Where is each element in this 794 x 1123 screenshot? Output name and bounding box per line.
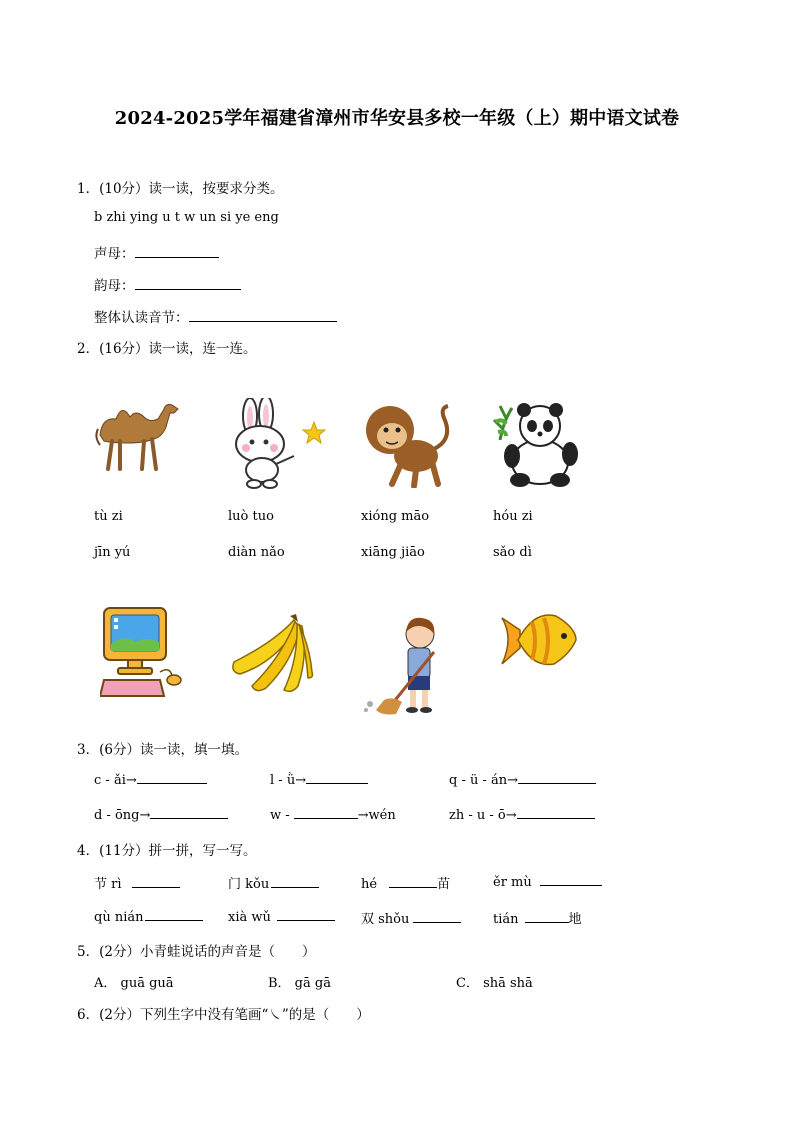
yunmu-label: 韵母： — [94, 278, 135, 294]
q3-wen-prefix: w - — [270, 808, 290, 823]
pinyin-xiongmao: xióng māo — [361, 509, 430, 524]
q3-dong-blank[interactable] — [150, 806, 228, 819]
pinyin-luotuo: luò tuo — [228, 509, 274, 524]
q4-item-shuangshou — [361, 908, 461, 927]
q4-tiandi-blank[interactable] — [525, 910, 569, 923]
q4-hemiao-suffix: 苗 — [437, 877, 451, 892]
q4-tiandi-suffix: 地 — [568, 912, 582, 927]
pinyin-tuzi: tù zi — [94, 509, 123, 524]
q3-lv-blank[interactable] — [306, 771, 368, 784]
question-1-letters: b zhi ying u t w un si ye eng — [94, 210, 279, 225]
q4-item-xiawu — [228, 908, 335, 925]
q3-quan-blank[interactable] — [518, 771, 596, 784]
q3-wen-blank[interactable] — [294, 806, 358, 819]
camel-image — [92, 393, 182, 473]
q4-shuangshou-label: 双 shǒu — [361, 912, 410, 927]
panda-image — [492, 400, 584, 488]
pinyin-xiangjiao: xiāng jiāo — [361, 545, 425, 560]
q3-item-quan — [449, 771, 596, 788]
monkey-image — [362, 400, 454, 488]
question-5-stem: 5．(2分）小青蛙说话的声音是（ ） — [77, 944, 316, 960]
q3-quan-label: q - ü - án→ — [449, 773, 519, 788]
q3-item-cai — [94, 771, 207, 788]
q3-wen-suffix: →wén — [357, 808, 396, 823]
q3-item-wen — [270, 806, 396, 823]
computer-image — [100, 606, 184, 700]
q4-item-menkou — [228, 873, 319, 892]
q3-zhuo-blank[interactable] — [517, 806, 595, 819]
q3-cai-blank[interactable] — [137, 771, 207, 784]
q3-lv-label: l - ǜ→ — [270, 773, 307, 788]
banana-image — [228, 612, 314, 694]
q4-item-jieri — [94, 873, 180, 892]
question-6-stem: 6．(2分）下列生字中没有笔画“㇏”的是（ ） — [77, 1007, 370, 1023]
q4-qunian-label: qù nián — [94, 910, 144, 925]
q4-item-qunian — [94, 908, 203, 925]
q4-jieri-blank[interactable] — [132, 875, 180, 888]
q4-item-ermu — [493, 873, 602, 890]
q3-dong-label: d - ōng→ — [94, 808, 151, 823]
q4-hemiao-blank[interactable] — [389, 875, 437, 888]
question-1-stem: 1．(10分）读一读，按要求分类。 — [77, 181, 284, 197]
fish-image — [498, 608, 578, 672]
q4-ermu-label: ěr mù — [493, 875, 532, 890]
shengmu-blank[interactable] — [135, 245, 219, 258]
rabbit-image — [228, 398, 328, 490]
pinyin-saodi: sǎo dì — [493, 545, 532, 560]
q4-xiawu-blank[interactable] — [277, 908, 335, 921]
question-4-stem: 4．(11分）拼一拼，写一写。 — [77, 843, 257, 859]
q4-hemiao-label: hé — [361, 877, 378, 892]
q4-menkou-label: 门 kǒu — [228, 877, 270, 892]
zhengti-label: 整体认读音节： — [94, 310, 189, 326]
q4-xiawu-label: xià wǔ — [228, 910, 271, 925]
pinyin-diannao: diàn nǎo — [228, 545, 285, 560]
q5-option-a[interactable]: A． guā guā — [94, 976, 174, 991]
shengmu-row — [94, 242, 219, 262]
zhengti-blank[interactable] — [189, 309, 337, 322]
question-2-stem: 2．(16分）读一读，连一连。 — [77, 341, 257, 357]
q4-menkou-blank[interactable] — [271, 875, 319, 888]
q5-option-b[interactable]: B． gā gā — [268, 976, 331, 991]
yunmu-row — [94, 274, 241, 294]
q4-shuangshou-blank[interactable] — [413, 910, 461, 923]
pinyin-jinyu: jīn yú — [94, 545, 131, 560]
q4-qunian-blank[interactable] — [145, 908, 203, 921]
q4-ermu-blank[interactable] — [540, 873, 602, 886]
q3-item-zhuo — [449, 806, 595, 823]
zhengti-row — [94, 306, 337, 326]
question-3-stem: 3．(6分）读一读，填一填。 — [77, 742, 248, 758]
q3-cai-label: c - ǎi→ — [94, 773, 137, 788]
q4-item-hemiao — [361, 873, 450, 892]
boy-sweeping-image — [362, 612, 452, 718]
q4-jieri-label: 节 rì — [94, 877, 122, 892]
q3-item-dong — [94, 806, 228, 823]
shengmu-label: 声母： — [94, 246, 135, 262]
q4-item-tiandi — [493, 908, 582, 927]
pinyin-houzi: hóu zi — [493, 509, 533, 524]
q3-zhuo-label: zh - u - ō→ — [449, 808, 517, 823]
q3-item-lv — [270, 771, 368, 788]
page-title: 2024-2025学年福建省漳州市华安县多校一年级（上）期中语文试卷 — [114, 108, 680, 129]
q4-tiandi-label: tián — [493, 912, 519, 927]
yunmu-blank[interactable] — [135, 277, 241, 290]
q5-option-c[interactable]: C． shā shā — [456, 976, 533, 991]
